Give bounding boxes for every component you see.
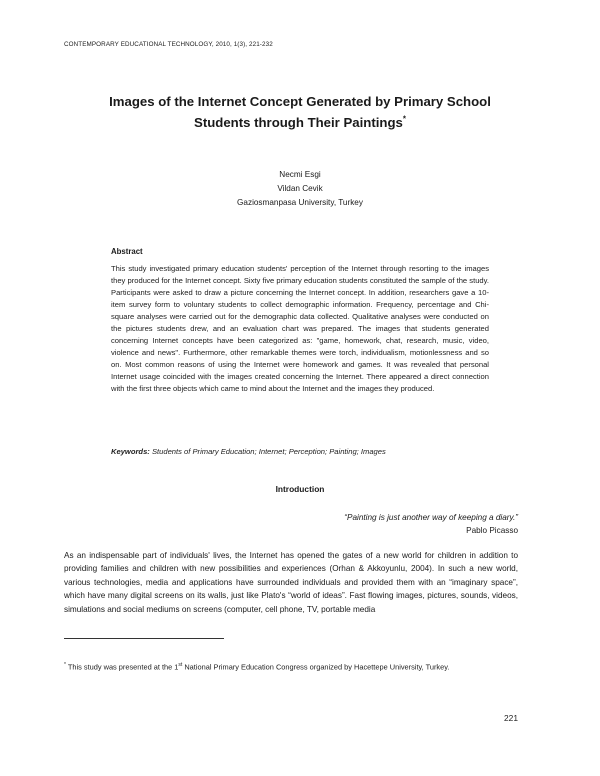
footnote-ordinal: st — [178, 662, 183, 668]
abstract-body: This study investigated primary education students' perception of the Internet through resorting to the images they produced for the Internet concept. Sixty five primary education students constituted the sample of the study. Participants were asked to draw a picture concerning the Internet concept. In addition, researchers gave a 10-item survey form to voluntary students to collect demographic information. Frequency, percentage and Chi-square analyses were carried out for the demographic data collected. Qualitative analyses were conducted on the pictures students drew, and an evaluation chart was prepared. The images that students generated concerning Internet concepts have been categorized as: "game, homework, chat, research, music, video, violence and news". Furthermore, other remarkable themes were torch, individualism, motionlessness and so on. Most common reasons of using the Internet were homework and games. It was revealed that personal Internet usage coincided with the images created concerning the Internet. There appeared a direct connection with the first three objects which came to mind about the Internet and the images they produced. — [111, 264, 489, 393]
author-1: Necmi Esgi — [279, 170, 321, 179]
page-number: 221 — [504, 713, 518, 723]
introduction-heading: Introduction — [275, 484, 325, 494]
footnote-marker: * — [64, 662, 66, 668]
keywords — [111, 446, 491, 458]
footnote-divider — [64, 638, 224, 639]
title-line-2-text: Students through Their Paintings — [194, 115, 403, 130]
title-line-1: Images of the Internet Concept Generated by Primary School — [109, 94, 491, 109]
title-line-2 — [60, 112, 540, 133]
epigraph-quote: “Painting is just another way of keeping a diary.” — [344, 513, 518, 522]
footnote — [64, 660, 504, 673]
keywords-text: Students of Primary Education; Internet; Perception; Painting; Images — [151, 447, 386, 456]
abstract-heading: Abstract — [111, 247, 143, 256]
paper-title — [60, 91, 540, 133]
footnote-text-before: This study was presented at the 1 — [67, 662, 179, 672]
footnote-text-after: National Primary Education Congress organized by Hacettepe University, Turkey. — [184, 662, 450, 672]
author-block — [100, 168, 500, 210]
keywords-label: Keywords: — [111, 447, 150, 456]
introduction-paragraph: As an indispensable part of individuals' lives, the Internet has opened the gates of a new world for children in addition to providing families and children with new possibilities and experiences (Orhan & Akkoyunlu, 2004). In such a new world, various technologies, media and applications have surrounded individuals and provided them with an “imaginary space”, which have many digital screens on its walls, just like Plato's “world of ideas”. Fast flowing images, pictures, sounds, videos, simulations and social mediums on screens (computer, cell phone, TV, portable media — [64, 551, 518, 614]
title-footnote-marker: * — [402, 114, 406, 124]
running-header: CONTEMPORARY EDUCATIONAL TECHNOLOGY, 2010, 1(3), 221-232 — [64, 41, 273, 48]
epigraph — [344, 511, 518, 537]
epigraph-author: Pablo Picasso — [466, 526, 518, 535]
author-2: Vildan Cevik — [277, 184, 323, 193]
affiliation: Gaziosmanpasa University, Turkey — [237, 198, 363, 207]
